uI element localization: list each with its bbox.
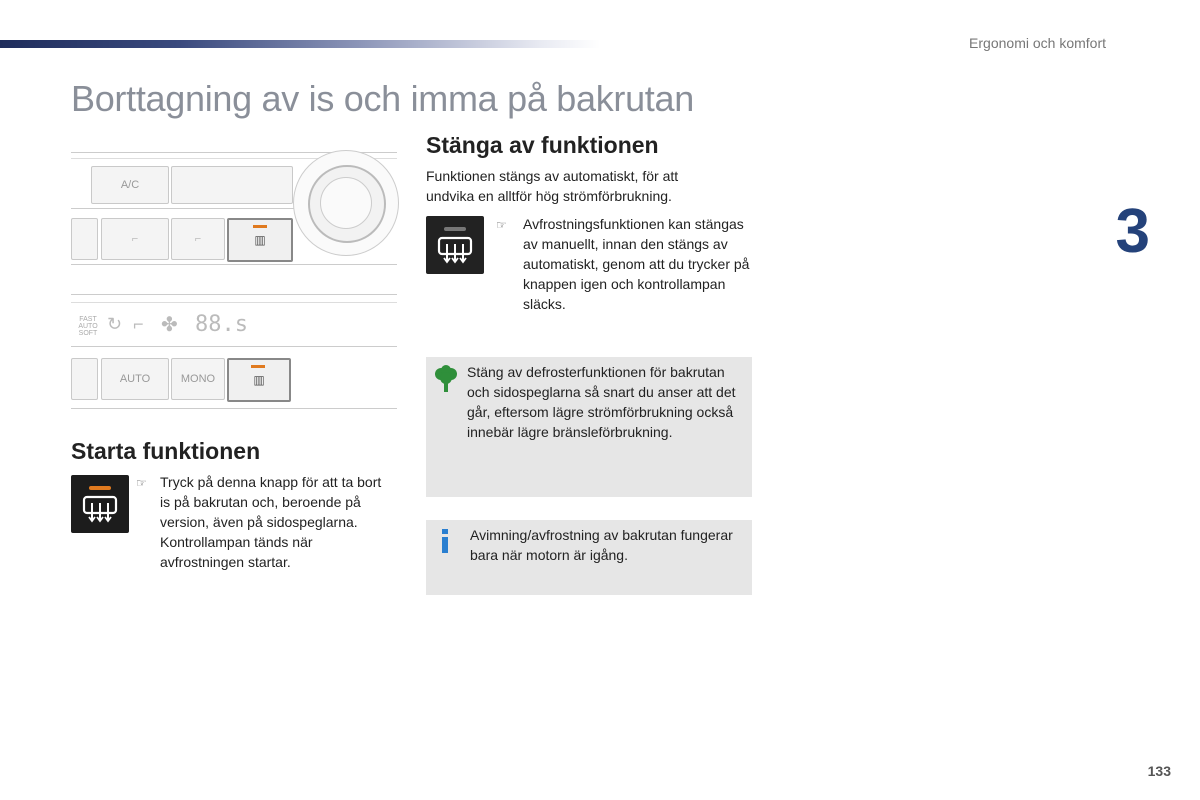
header-gradient-bar [0,40,600,48]
auto-label: AUTO [119,373,151,385]
indicator-led-icon [89,486,111,490]
display-readout: 88.s [195,312,248,337]
mono-button [171,358,225,400]
section-title: Ergonomi och komfort [969,35,1106,51]
stop-heading: Stänga av funktionen [426,132,659,158]
start-bullet-icon: ☞ [136,476,147,490]
left-partial-button [71,358,98,400]
bottom-control-panel [71,294,397,410]
eco-note-text: Stäng av defrosterfunktionen för bakrutan och sidospeglarna så snart du anser att det går, eftersom lägre strömförbrukning också innebär lägre bränsleförbrukning. [467,364,736,440]
indicator-led-2 [251,365,265,368]
page-title: Borttagning av is och imma på bakrutan [71,78,694,119]
chapter-number: 3 [1115,197,1150,266]
rear-defrost-button-top [227,218,293,262]
stop-intro: Funktionen stängs av automatiskt, för att undvika en alltför hög strömförbrukning. [426,168,679,204]
top-control-panel [71,152,397,267]
rear-defrost-icon-box-2 [426,216,484,274]
tree-icon [434,365,458,393]
ac-label: A/C [120,179,140,191]
rear-window-defrost-icon [82,495,118,525]
auto-button [101,358,169,400]
seat-icon-2: ⌐ [194,233,202,245]
defrost-icon-2: ▥ [253,373,265,387]
page-number: 133 [1147,763,1171,779]
indicator-led [253,225,267,228]
indicator-led-off [444,227,466,231]
blank-button [171,166,293,204]
start-heading: Starta funktionen [71,438,261,464]
rear-defrost-button-bottom [227,358,291,402]
fast-auto-soft-label: FAST AUTO SOFT [78,316,98,337]
fan-icon: ✤ [161,314,178,336]
info-icon [439,529,451,553]
eco-note-box [426,357,752,497]
airflow-icon: ⌐ [133,314,144,334]
seat-heat-button-2 [171,218,225,260]
climate-panel-illustration [71,152,397,410]
info-note-box [426,520,752,595]
seat-heat-button [101,218,169,260]
defrost-icon: ▥ [254,233,266,247]
stop-text: Avfrostningsfunktionen kan stängas av manuellt, innan den stängs av automatiskt, genom att du trycker på knappen igen och kontrollampan släcks. [523,216,750,312]
temperature-dial [293,150,399,256]
recirculation-icon: ↻ [107,314,123,334]
seat-heat-button-left [71,218,98,260]
rear-window-defrost-icon-2 [437,236,473,266]
info-note-text: Avimning/avfrostning av bakrutan fungerar bara när motorn är igång. [470,527,733,563]
stop-bullet-icon: ☞ [496,218,507,232]
start-text: Tryck på denna knapp för att ta bort is på bakrutan och, beroende på version, även på sidospeglarna. Kontrollampan tänds när avfrostningen startar. [160,474,382,570]
ac-button [91,166,169,204]
rear-defrost-icon-box [71,475,129,533]
seat-icon: ⌐ [131,233,139,245]
mono-label: MONO [180,373,216,385]
